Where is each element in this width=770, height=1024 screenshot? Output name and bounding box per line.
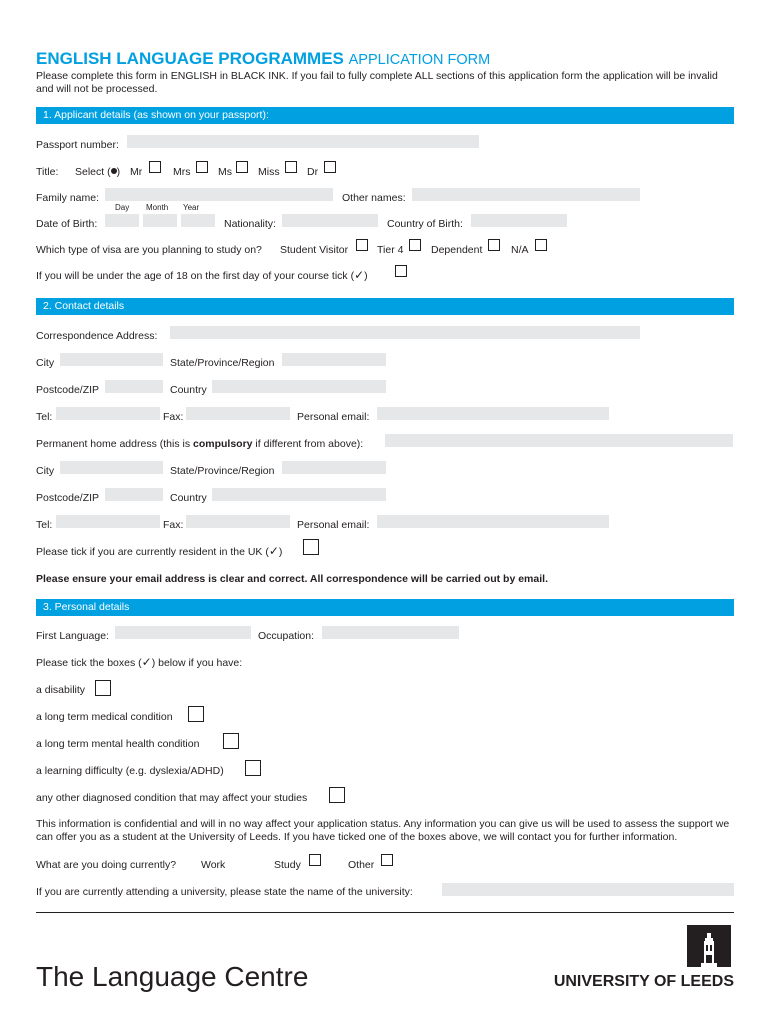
dob-label: Date of Birth: [36, 218, 98, 230]
under18-text [36, 270, 368, 282]
title-select-hint [75, 166, 120, 178]
state-field[interactable] [282, 353, 386, 366]
condition-medical-checkbox[interactable] [188, 706, 204, 722]
university-name-label: If you are currently attending a university, please state the name of the university: [36, 886, 413, 898]
condition-mental-checkbox[interactable] [223, 733, 239, 749]
perm-tel-label: Tel: [36, 519, 53, 531]
dob-year-label: Year [183, 203, 200, 212]
form-title-light: APPLICATION FORM [348, 52, 491, 68]
visa-tier4-checkbox[interactable] [409, 239, 421, 251]
permanent-post: if different from above): [252, 438, 364, 450]
correspondence-label: Correspondence Address: [36, 330, 158, 342]
visa-dependent-label: Dependent [431, 244, 483, 256]
condition-mental-label: a long term mental health condition [36, 738, 200, 750]
intro-text: Please complete this form in ENGLISH in BLACK INK. If you fail to fully complete ALL sections of this application form the application will be invalid and will not be processed. [36, 70, 718, 95]
correspondence-field[interactable] [170, 326, 640, 339]
under18-label: If you will be under the age of 18 on the first day of your course tick ( [36, 270, 355, 282]
permanent-pre: Permanent home address (this is [36, 438, 193, 450]
check-mark-icon: ✓ [354, 268, 365, 282]
university-tower-logo-icon [687, 925, 731, 967]
language-centre-title: The Language Centre [36, 961, 309, 992]
city-label: City [36, 357, 55, 369]
other-names-field[interactable] [412, 188, 640, 201]
section1-heading: 1. Applicant details (as shown on your passport): [36, 107, 734, 124]
tick-boxes-pre: Please tick the boxes ( [36, 657, 142, 669]
uk-resident-label: Please tick if you are currently resident in the UK ( [36, 546, 269, 558]
perm-email-field[interactable] [377, 515, 609, 528]
uk-resident-checkbox[interactable] [303, 539, 319, 555]
first-language-field[interactable] [115, 626, 251, 639]
city-field[interactable] [60, 353, 163, 366]
postcode-field[interactable] [105, 380, 163, 393]
under18-checkbox[interactable] [395, 265, 407, 277]
title-miss-label: Miss [258, 166, 280, 178]
current-activity-label: What are you doing currently? [36, 859, 177, 871]
dob-month-field[interactable] [143, 214, 177, 227]
condition-other-checkbox[interactable] [329, 787, 345, 803]
section2-heading: 2. Contact details [36, 298, 734, 315]
footer-divider [36, 912, 734, 913]
dob-month-label: Month [146, 203, 169, 212]
visa-student-visitor-label: Student Visitor [280, 244, 349, 256]
family-name-field[interactable] [105, 188, 333, 201]
tick-boxes-post: ) below if you have: [151, 657, 243, 669]
permanent-address-label [36, 438, 363, 450]
permanent-bold: compulsory [193, 438, 253, 450]
state-label: State/Province/Region [170, 357, 275, 369]
section3-heading: 3. Personal details [36, 599, 734, 616]
uk-resident-text [36, 546, 282, 558]
condition-disability-label: a disability [36, 684, 86, 696]
dob-day-label: Day [115, 203, 130, 212]
country-birth-field[interactable] [471, 214, 567, 227]
dob-year-field[interactable] [181, 214, 215, 227]
current-other-checkbox[interactable] [381, 854, 393, 866]
first-language-label: First Language: [36, 630, 109, 642]
fax-field[interactable] [186, 407, 290, 420]
university-name-field[interactable] [442, 883, 734, 896]
perm-city-field[interactable] [60, 461, 163, 474]
family-name-label: Family name: [36, 192, 100, 204]
visa-na-checkbox[interactable] [535, 239, 547, 251]
title-mrs-checkbox[interactable] [196, 161, 208, 173]
title-dr-checkbox[interactable] [324, 161, 336, 173]
title-mr-checkbox[interactable] [149, 161, 161, 173]
visa-student-visitor-checkbox[interactable] [356, 239, 368, 251]
email-field[interactable] [377, 407, 609, 420]
check-mark-icon: ✓ [141, 655, 152, 669]
condition-learning-label: a learning difficulty (e.g. dyslexia/ADHD) [36, 765, 224, 777]
other-names-label: Other names: [342, 192, 406, 204]
perm-fax-label: Fax: [163, 519, 184, 531]
perm-tel-field[interactable] [56, 515, 160, 528]
perm-email-label: Personal email: [297, 519, 370, 531]
perm-state-field[interactable] [282, 461, 386, 474]
passport-label: Passport number: [36, 139, 119, 151]
form-title [36, 49, 490, 70]
condition-disability-checkbox[interactable] [95, 680, 111, 696]
postcode-label: Postcode/ZIP [36, 384, 100, 396]
current-other-label: Other [348, 859, 375, 871]
perm-country-field[interactable] [212, 488, 386, 501]
email-label: Personal email: [297, 411, 370, 423]
perm-fax-field[interactable] [186, 515, 290, 528]
title-mr-label: Mr [130, 166, 143, 178]
visa-tier4-label: Tier 4 [377, 244, 404, 256]
tick-boxes-text [36, 657, 242, 669]
fax-label: Fax: [163, 411, 184, 423]
nationality-label: Nationality: [224, 218, 276, 230]
perm-state-label: State/Province/Region [170, 465, 275, 477]
select-label: Select ( [75, 166, 111, 178]
current-work-label: Work [201, 859, 226, 871]
tower-icon-svg [687, 925, 731, 967]
form-title-bold: ENGLISH LANGUAGE PROGRAMMES [36, 49, 344, 68]
tel-label: Tel: [36, 411, 53, 423]
confidential-text: This information is confidential and will in no way affect your application status. Any information you can give us will be used to assess the support we can offer you as a student at the University of Leeds. If you have ticked one of the boxes above, we will contact you for further information. [36, 818, 730, 843]
uk-resident-close: ) [278, 546, 283, 558]
title-dr-label: Dr [307, 166, 319, 178]
occupation-label: Occupation: [258, 630, 315, 642]
title-label: Title: [36, 166, 59, 178]
condition-other-label: any other diagnosed condition that may affect your studies [36, 792, 308, 804]
perm-country-label: Country [170, 492, 207, 504]
title-mrs-label: Mrs [173, 166, 191, 178]
title-ms-checkbox[interactable] [236, 161, 248, 173]
visa-dependent-checkbox[interactable] [488, 239, 500, 251]
university-name: UNIVERSITY OF LEEDS [553, 973, 734, 990]
tel-field[interactable] [56, 407, 160, 420]
condition-medical-label: a long term medical condition [36, 711, 173, 723]
current-study-checkbox[interactable] [309, 854, 321, 866]
under18-close: ) [364, 270, 368, 282]
title-ms-label: Ms [218, 166, 232, 178]
check-mark-icon: ✓ [268, 544, 279, 558]
perm-city-label: City [36, 465, 55, 477]
title-miss-checkbox[interactable] [285, 161, 297, 173]
dob-day-field[interactable] [105, 214, 139, 227]
country-field[interactable] [212, 380, 386, 393]
visa-na-label: N/A [511, 244, 529, 256]
visa-question: Which type of visa are you planning to study on? [36, 244, 262, 256]
perm-postcode-label: Postcode/ZIP [36, 492, 100, 504]
select-close: ) [116, 166, 121, 178]
permanent-address-field[interactable] [385, 434, 733, 447]
passport-field[interactable] [127, 135, 479, 148]
perm-postcode-field[interactable] [105, 488, 163, 501]
email-notice: Please ensure your email address is clear and correct. All correspondence will be carried out by email. [36, 573, 548, 585]
current-study-label: Study [274, 859, 301, 871]
country-birth-label: Country of Birth: [387, 218, 463, 230]
condition-learning-checkbox[interactable] [245, 760, 261, 776]
country-label: Country [170, 384, 207, 396]
occupation-field[interactable] [322, 626, 459, 639]
nationality-field[interactable] [282, 214, 378, 227]
